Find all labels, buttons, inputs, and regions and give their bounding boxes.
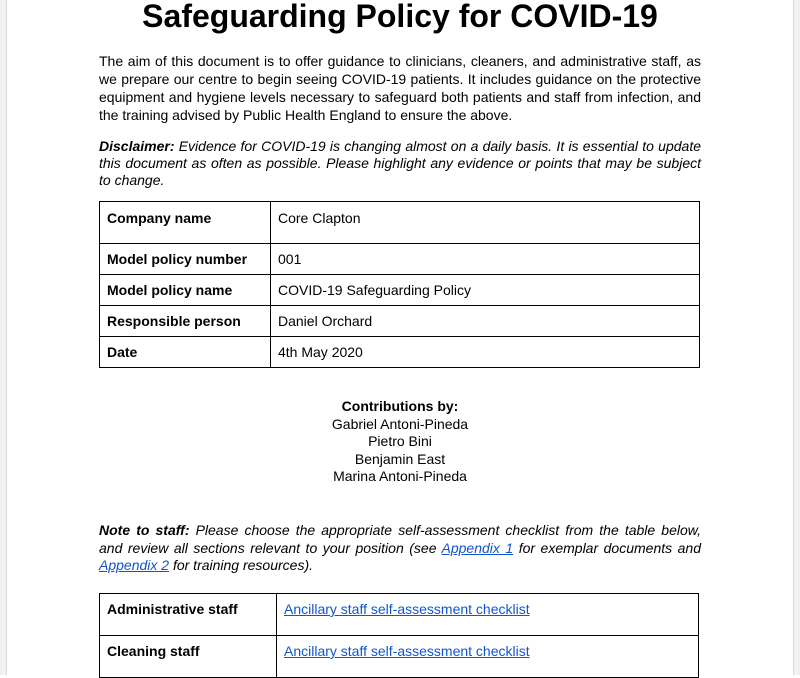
- note-label: Note to staff:: [99, 522, 190, 538]
- table-row: [100, 202, 700, 244]
- checklist-cell: [277, 594, 699, 636]
- disclaimer-label: Disclaimer:: [99, 138, 175, 154]
- table-row: [100, 244, 700, 275]
- disclaimer-text: Evidence for COVID-19 is changing almost on a daily basis. It is essential to update this document as often as possible. Please highlight any evidence or points that may be subject to change.: [99, 138, 701, 188]
- staff-role: Cleaning staff: [100, 636, 277, 678]
- checklist-link[interactable]: Ancillary staff self-assessment checklist: [284, 643, 530, 659]
- info-value: COVID-19 Safeguarding Policy: [271, 275, 700, 306]
- note-text: Please choose the appropriate self-assessment checklist from the table below, and review all sections relevant to your position (see: [99, 522, 701, 556]
- note-text: for training resources).: [169, 557, 314, 573]
- appendix-1-link[interactable]: Appendix 1: [441, 539, 514, 556]
- info-key: Model policy name: [100, 275, 271, 306]
- contributions-heading: Contributions by:: [341, 398, 459, 414]
- table-row: [100, 306, 700, 337]
- contributor-name: Benjamin East: [354, 450, 446, 467]
- info-key: Model policy number: [100, 244, 271, 275]
- table-row: [100, 337, 700, 368]
- page-margin-right: [793, 0, 800, 675]
- info-value: 001: [271, 244, 700, 275]
- table-row: [100, 594, 699, 636]
- info-key: Company name: [100, 202, 271, 244]
- contributions-block: [99, 398, 701, 486]
- table-row: [100, 636, 699, 678]
- intro-paragraph: The aim of this document is to offer guidance to clinicians, cleaners, and administrative staff, as we prepare our centre to begin seeing COVID-19 patients. It includes guidance on the protective equipment and hygiene levels necessary to safeguard both patients and staff from infection, and the training advised by Public Health England to ensure the above.: [99, 53, 701, 123]
- staff-checklist-table: [99, 593, 699, 678]
- note-text: for exemplar documents and: [513, 539, 701, 556]
- contributor-name: Gabriel Antoni-Pineda: [331, 415, 469, 432]
- info-value: Core Clapton: [271, 202, 700, 244]
- checklist-cell: [277, 636, 699, 678]
- table-row: [100, 275, 700, 306]
- note-to-staff-paragraph: [99, 522, 701, 575]
- checklist-link[interactable]: Ancillary staff self-assessment checklist: [284, 601, 530, 617]
- page-margin-left: [0, 0, 7, 675]
- document-title: Safeguarding Policy for COVID-19: [142, 0, 658, 34]
- disclaimer-paragraph: [99, 138, 701, 189]
- staff-role: Administrative staff: [100, 594, 277, 636]
- info-value: Daniel Orchard: [271, 306, 700, 337]
- policy-info-table: [99, 201, 700, 368]
- contributor-name: Pietro Bini: [368, 433, 432, 449]
- info-key: Responsible person: [100, 306, 271, 337]
- contributor-name: Marina Antoni-Pineda: [333, 468, 467, 484]
- appendix-2-link[interactable]: Appendix 2: [99, 557, 170, 573]
- info-key: Date: [100, 337, 271, 368]
- info-value: 4th May 2020: [271, 337, 700, 368]
